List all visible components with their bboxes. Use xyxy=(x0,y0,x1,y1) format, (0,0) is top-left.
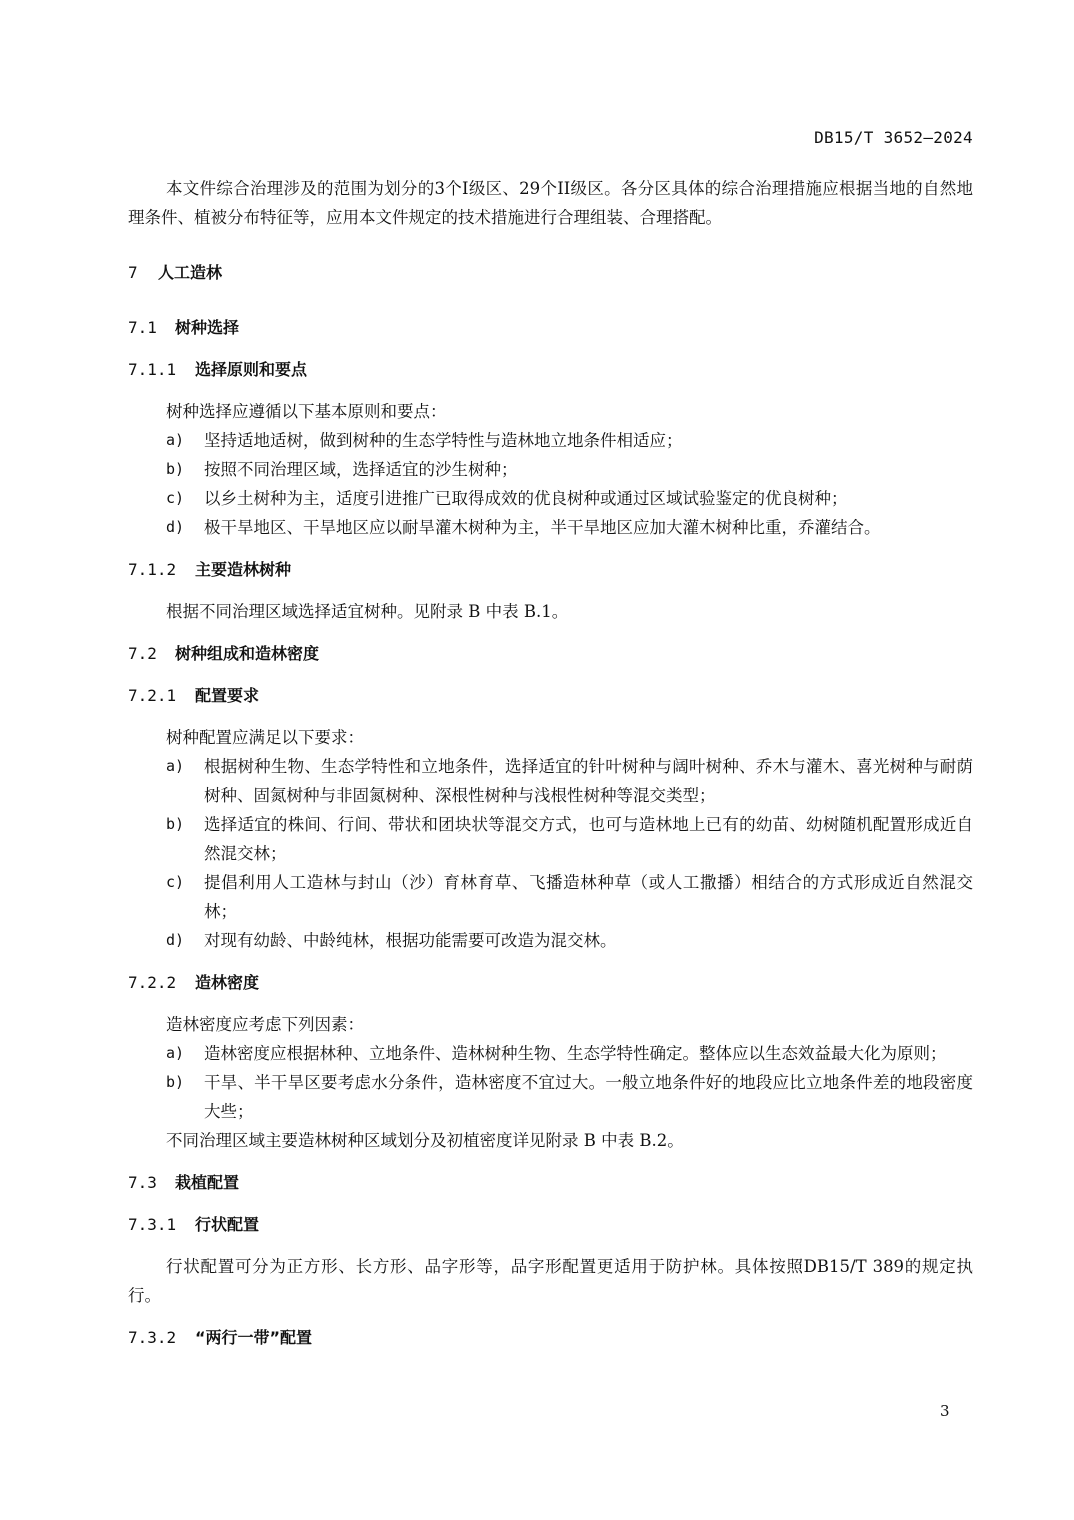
list-item xyxy=(128,484,973,513)
list-text: 以乡土树种为主，适度引进推广已取得成效的优良树种或通过区域试验鉴定的优良树种； xyxy=(204,489,848,508)
heading-title: 选择原则和要点 xyxy=(195,360,308,379)
heading-7-3 xyxy=(128,1168,973,1197)
page-number: 3 xyxy=(940,1402,950,1420)
list-marker: a) xyxy=(166,1044,185,1062)
list-text: 选择适宜的株间、行间、带状和团块状等混交方式，也可与造林地上已有的幼苗、幼树随机配置形成近自然混交林； xyxy=(204,815,973,863)
list-marker: d) xyxy=(166,931,185,949)
list-item xyxy=(128,513,973,542)
heading-title: 配置要求 xyxy=(195,686,260,705)
list-text: 对现有幼龄、中龄纯林，根据功能需要可改造为混交林。 xyxy=(204,931,617,950)
heading-title: 行状配置 xyxy=(195,1215,260,1234)
heading-7-3-2 xyxy=(128,1323,973,1352)
heading-7-1-2 xyxy=(128,555,973,584)
heading-number: 7.2.2 xyxy=(128,973,177,992)
heading-number: 7.3 xyxy=(128,1173,157,1192)
heading-7-2-1 xyxy=(128,681,973,710)
list-marker: c) xyxy=(166,489,185,507)
heading-number: 7.1.1 xyxy=(128,360,177,379)
body-text: 行状配置可分为正方形、长方形、品字形等，品字形配置更适用于防护林。具体按照DB15/T 389的规定执行。 xyxy=(128,1257,973,1305)
list-item xyxy=(128,810,973,868)
heading-title: 树种选择 xyxy=(175,318,240,337)
body-text: 根据不同治理区域选择适宜树种。见附录 B 中表 B.1。 xyxy=(166,602,569,621)
list-text: 极干旱地区、干旱地区应以耐旱灌木树种为主，半干旱地区应加大灌木树种比重，乔灌结合。 xyxy=(204,518,881,537)
heading-title: 主要造林树种 xyxy=(195,560,292,579)
heading-7-1-1 xyxy=(128,355,973,384)
lead-text: 造林密度应考虑下列因素： xyxy=(166,1015,364,1034)
list-text: 根据树种生物、生态学特性和立地条件，选择适宜的针叶树种与阔叶树种、乔木与灌木、喜光树种与耐荫树种、固氮树种与非固氮树种、深根性树种与浅根性树种等混交类型； xyxy=(204,757,973,805)
heading-number: 7.3.2 xyxy=(128,1328,177,1347)
list-text: 造林密度应根据林种、立地条件、造林树种生物、生态学特性确定。整体应以生态效益最大化为原则； xyxy=(204,1044,947,1063)
intro-paragraph: 本文件综合治理涉及的范围为划分的3个I级区、29个II级区。各分区具体的综合治理措施应根据当地的自然地理条件、植被分布特征等，应用本文件规定的技术措施进行合理组装、合理搭配。 xyxy=(128,179,973,227)
list-text: 坚持适地适树，做到树种的生态学特性与造林地立地条件相适应； xyxy=(204,431,683,450)
list-marker: a) xyxy=(166,757,185,775)
list-marker: b) xyxy=(166,460,185,478)
heading-number: 7.1 xyxy=(128,318,157,337)
heading-title: “两行一带”配置 xyxy=(195,1328,313,1347)
list-item xyxy=(128,1068,973,1126)
list-marker: c) xyxy=(166,873,185,891)
heading-title: 树种组成和造林密度 xyxy=(175,644,320,663)
heading-7-2 xyxy=(128,639,973,668)
list-item xyxy=(128,455,973,484)
heading-title: 人工造林 xyxy=(158,263,223,282)
document-code: DB15/T 3652—2024 xyxy=(814,128,973,147)
list-item xyxy=(128,926,973,955)
heading-number: 7.2 xyxy=(128,644,157,663)
heading-number: 7.3.1 xyxy=(128,1215,177,1234)
heading-title: 栽植配置 xyxy=(175,1173,240,1192)
heading-7-2-2 xyxy=(128,968,973,997)
heading-title: 造林密度 xyxy=(195,973,260,992)
list-item xyxy=(128,1039,973,1068)
list-item xyxy=(128,752,973,810)
heading-7 xyxy=(128,258,973,287)
list-text: 干旱、半干旱区要考虑水分条件，造林密度不宜过大。一般立地条件好的地段应比立地条件差的地段密度大些； xyxy=(204,1073,973,1121)
list-item xyxy=(128,868,973,926)
body-text: 不同治理区域主要造林树种区域划分及初植密度详见附录 B 中表 B.2。 xyxy=(166,1131,684,1150)
heading-number: 7.1.2 xyxy=(128,560,177,579)
list-text: 按照不同治理区域，选择适宜的沙生树种； xyxy=(204,460,518,479)
lead-text: 树种配置应满足以下要求： xyxy=(166,728,364,747)
heading-7-1 xyxy=(128,313,973,342)
list-item xyxy=(128,426,973,455)
list-marker: b) xyxy=(166,1073,185,1091)
list-marker: d) xyxy=(166,518,185,536)
list-text: 提倡利用人工造林与封山（沙）育林育草、飞播造林种草（或人工撒播）相结合的方式形成近自然混交林； xyxy=(204,873,973,921)
document-body xyxy=(128,174,973,1352)
list-marker: b) xyxy=(166,815,185,833)
heading-number: 7.2.1 xyxy=(128,686,177,705)
heading-7-3-1 xyxy=(128,1210,973,1239)
lead-text: 树种选择应遵循以下基本原则和要点： xyxy=(166,402,447,421)
list-marker: a) xyxy=(166,431,185,449)
heading-number: 7 xyxy=(128,263,138,282)
